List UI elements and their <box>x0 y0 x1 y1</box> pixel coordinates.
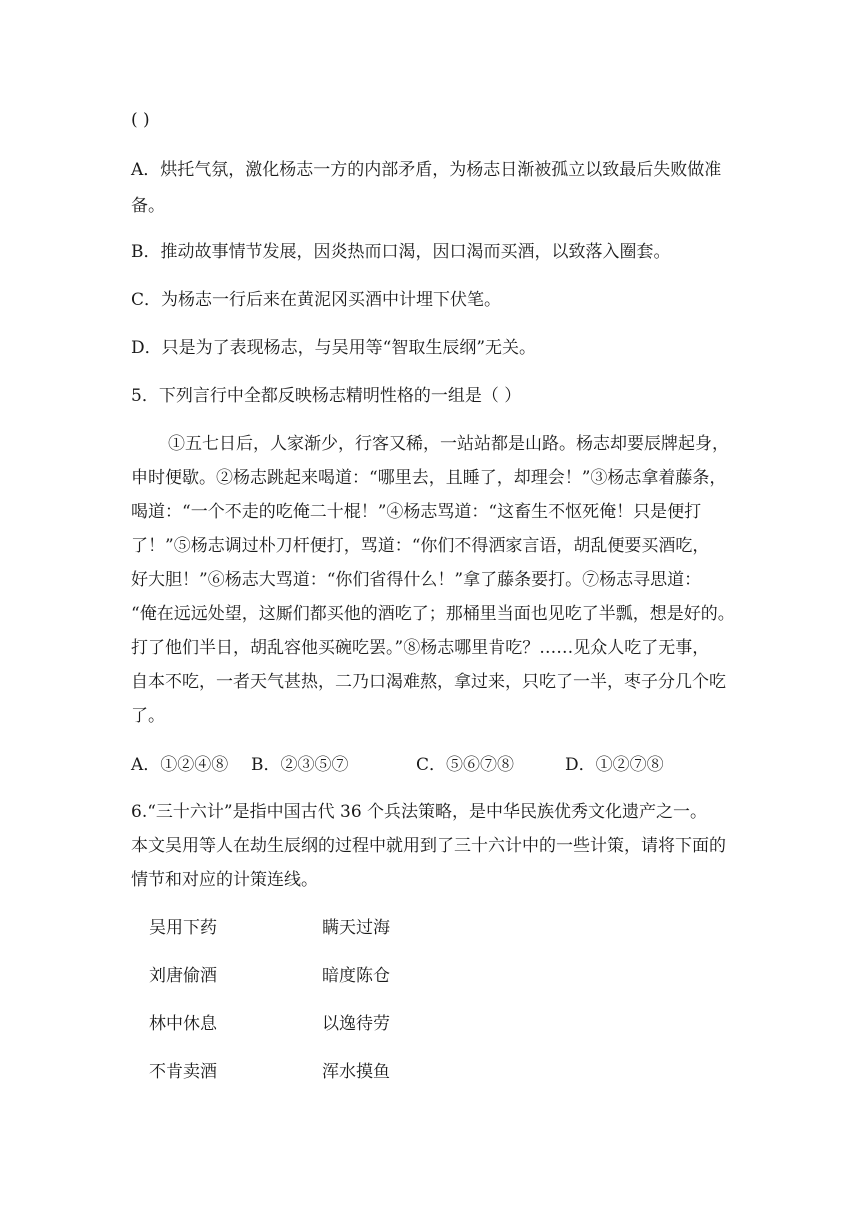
q5-passage-line: 好大胆！”⑥杨志大骂道：“你们省得什么！”拿了藤条要打。⑦杨志寻思道： <box>131 570 702 590</box>
q4-answer-bracket: ( ) <box>131 110 150 130</box>
q6-stem-line: 本文吴用等人在劫生辰纲的过程中就用到了三十六计中的一些计策，请将下面的 <box>131 836 726 856</box>
q6-plot-item: 林中休息 <box>149 1014 217 1034</box>
q6-plot-item: 吴用下药 <box>149 918 217 938</box>
q6-strategy-item: 暗度陈仓 <box>322 966 390 986</box>
q5-passage-line: 打了他们半日，胡乱容他买碗吃罢。”⑧杨志哪里肯吃？……见众人吃了无事， <box>131 638 710 658</box>
q5-passage-line: 自本不吃，一者天气甚热，二乃口渴难熬，拿过来，只吃了一半，枣子分几个吃 <box>131 672 726 692</box>
q5-passage-line: 了。 <box>131 706 165 726</box>
q5-stem: 5．下列言行中全都反映杨志精明性格的一组是（ ） <box>131 386 522 406</box>
q6-plot-item: 刘唐偷酒 <box>149 966 217 986</box>
q5-passage-line: 了！”⑤杨志调过朴刀杆便打，骂道：“你们不得洒家言语，胡乱便要买酒吃， <box>131 536 710 556</box>
q6-stem-line: 情节和对应的计策连线。 <box>131 870 318 890</box>
q5-choice-a: A．①②④⑧ <box>131 755 229 775</box>
q5-passage-line: “俺在远远处望，这厮们都买他的酒吃了；那桶里当面也见吃了半瓢，想是好的。 <box>131 604 735 624</box>
q6-strategy-item: 瞒天过海 <box>322 918 390 938</box>
q5-choice-c: C．⑤⑥⑦⑧ <box>416 755 515 775</box>
q4-option-d: D．只是为了表现杨志，与吴用等“智取生辰纲”无关。 <box>131 338 537 358</box>
q4-option-a: A．烘托气氛，激化杨志一方的内部矛盾，为杨志日渐被孤立以致最后失败做准 <box>131 160 722 180</box>
q5-passage-line: 喝道：“一个不走的吃俺二十棍！”④杨志骂道：“这畜生不怄死俺！只是便打 <box>131 502 702 522</box>
q5-choice-b: B．②③⑤⑦ <box>251 755 349 775</box>
q4-option-b: B．推动故事情节发展，因炎热而口渴，因口渴而买酒，以致落入圈套。 <box>131 242 671 262</box>
q5-passage-line: 申时便歇。②杨志跳起来喝道：“哪里去，且睡了，却理会！”③杨志拿着藤条， <box>131 468 727 488</box>
q6-plot-item: 不肯卖酒 <box>149 1062 217 1082</box>
q5-choice-d: D．①②⑦⑧ <box>565 755 664 775</box>
q6-strategy-item: 以逸待劳 <box>322 1014 390 1034</box>
q4-option-a-cont: 备。 <box>131 196 165 216</box>
q6-strategy-item: 浑水摸鱼 <box>322 1062 390 1082</box>
q5-passage-line: ①五七日后，人家渐少，行客又稀，一站站都是山路。杨志却要辰牌起身， <box>168 434 729 454</box>
q4-option-c: C．为杨志一行后来在黄泥冈买酒中计埋下伏笔。 <box>131 290 502 310</box>
q6-stem-line: 6.“三十六计”是指中国古代 36 个兵法策略，是中华民族优秀文化遗产之一。 <box>131 802 708 822</box>
